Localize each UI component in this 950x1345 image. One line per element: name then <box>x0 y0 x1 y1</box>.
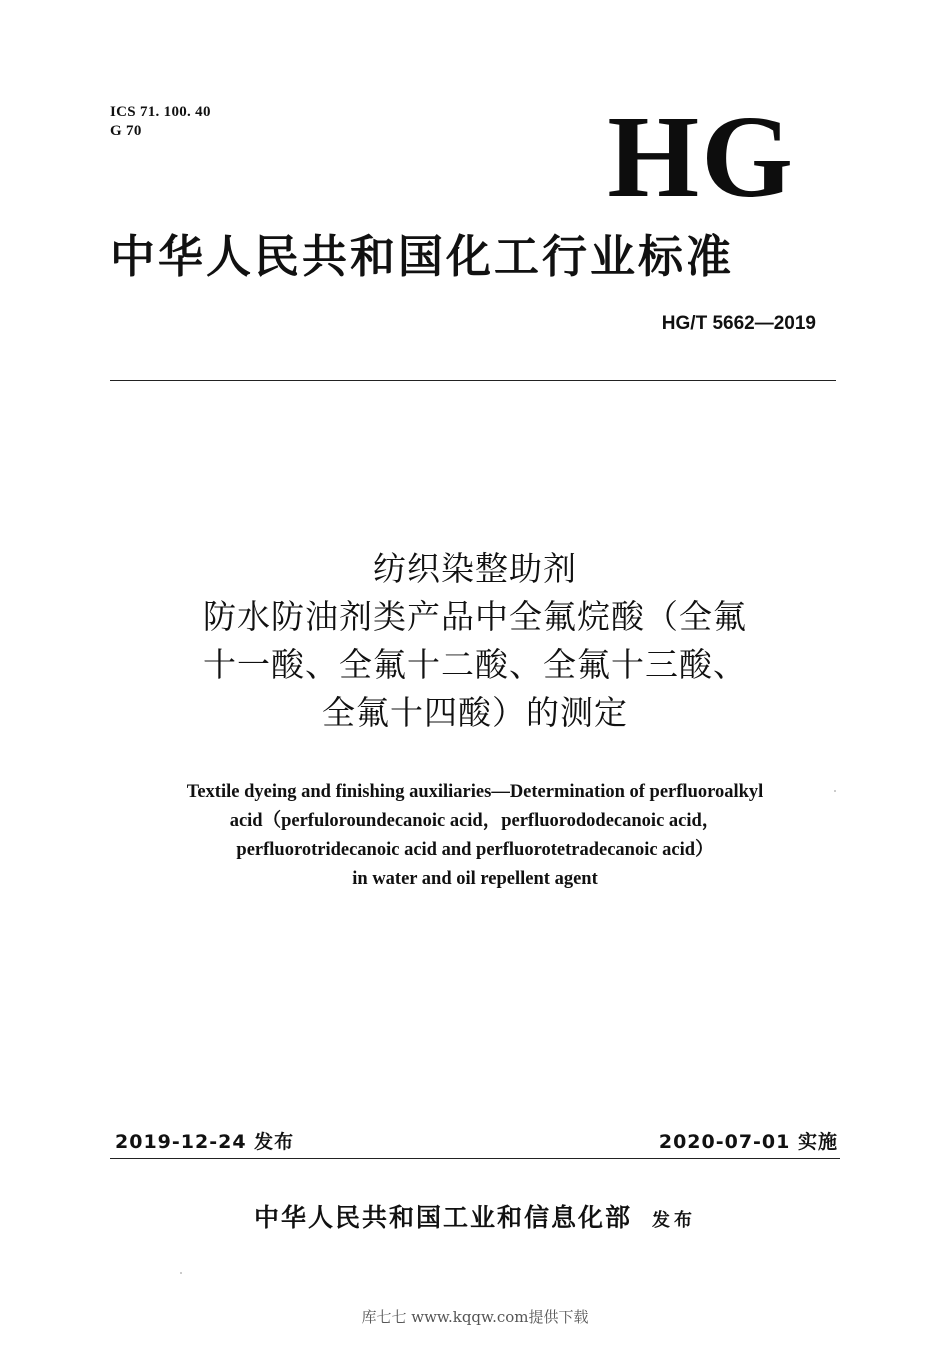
scan-speck <box>180 1272 182 1274</box>
chinese-title-line-3: 十一酸、全氟十二酸、全氟十三酸、 <box>203 645 747 684</box>
publisher-org: 中华人民共和国工业和信息化部 <box>253 1203 632 1232</box>
download-footer: 库七七 www.kqqw.com提供下载 <box>361 1308 589 1326</box>
scan-speck <box>834 790 836 792</box>
classification-codes <box>110 103 211 141</box>
english-title <box>95 778 855 894</box>
publisher-verb: 发布 <box>652 1210 696 1231</box>
english-title-line-4: in water and oil repellent agent <box>352 869 598 889</box>
chinese-title-line-2: 防水防油剂类产品中全氟烷酸（全氟 <box>203 597 747 636</box>
chinese-title <box>100 545 850 737</box>
issue-date: 2019-12-24 发布 <box>115 1131 295 1153</box>
top-divider <box>110 380 836 381</box>
ccs-code: G 70 <box>110 123 142 139</box>
standard-number: HG/T 5662—2019 <box>661 313 816 334</box>
hg-logo: HG <box>607 91 795 222</box>
standard-category-title: 中华人民共和国化工行业标准 <box>110 230 735 283</box>
chinese-title-line-1: 纺织染整助剂 <box>373 549 577 588</box>
english-title-line-1: Textile dyeing and finishing auxiliaries—Determination of perfluoroalkyl <box>186 782 764 802</box>
english-title-line-3: perfluorotridecanoic acid and perfluorotetradecanoic acid） <box>236 840 714 860</box>
english-title-line-2: acid（perfuloroundecanoic acid，perfluorododecanoic acid， <box>229 811 721 831</box>
bottom-divider <box>110 1158 840 1159</box>
publisher-line <box>110 1198 840 1234</box>
ics-code: ICS 71. 100. 40 <box>110 104 211 120</box>
effective-date: 2020-07-01 实施 <box>658 1131 838 1153</box>
chinese-title-line-4: 全氟十四酸）的测定 <box>322 693 628 732</box>
